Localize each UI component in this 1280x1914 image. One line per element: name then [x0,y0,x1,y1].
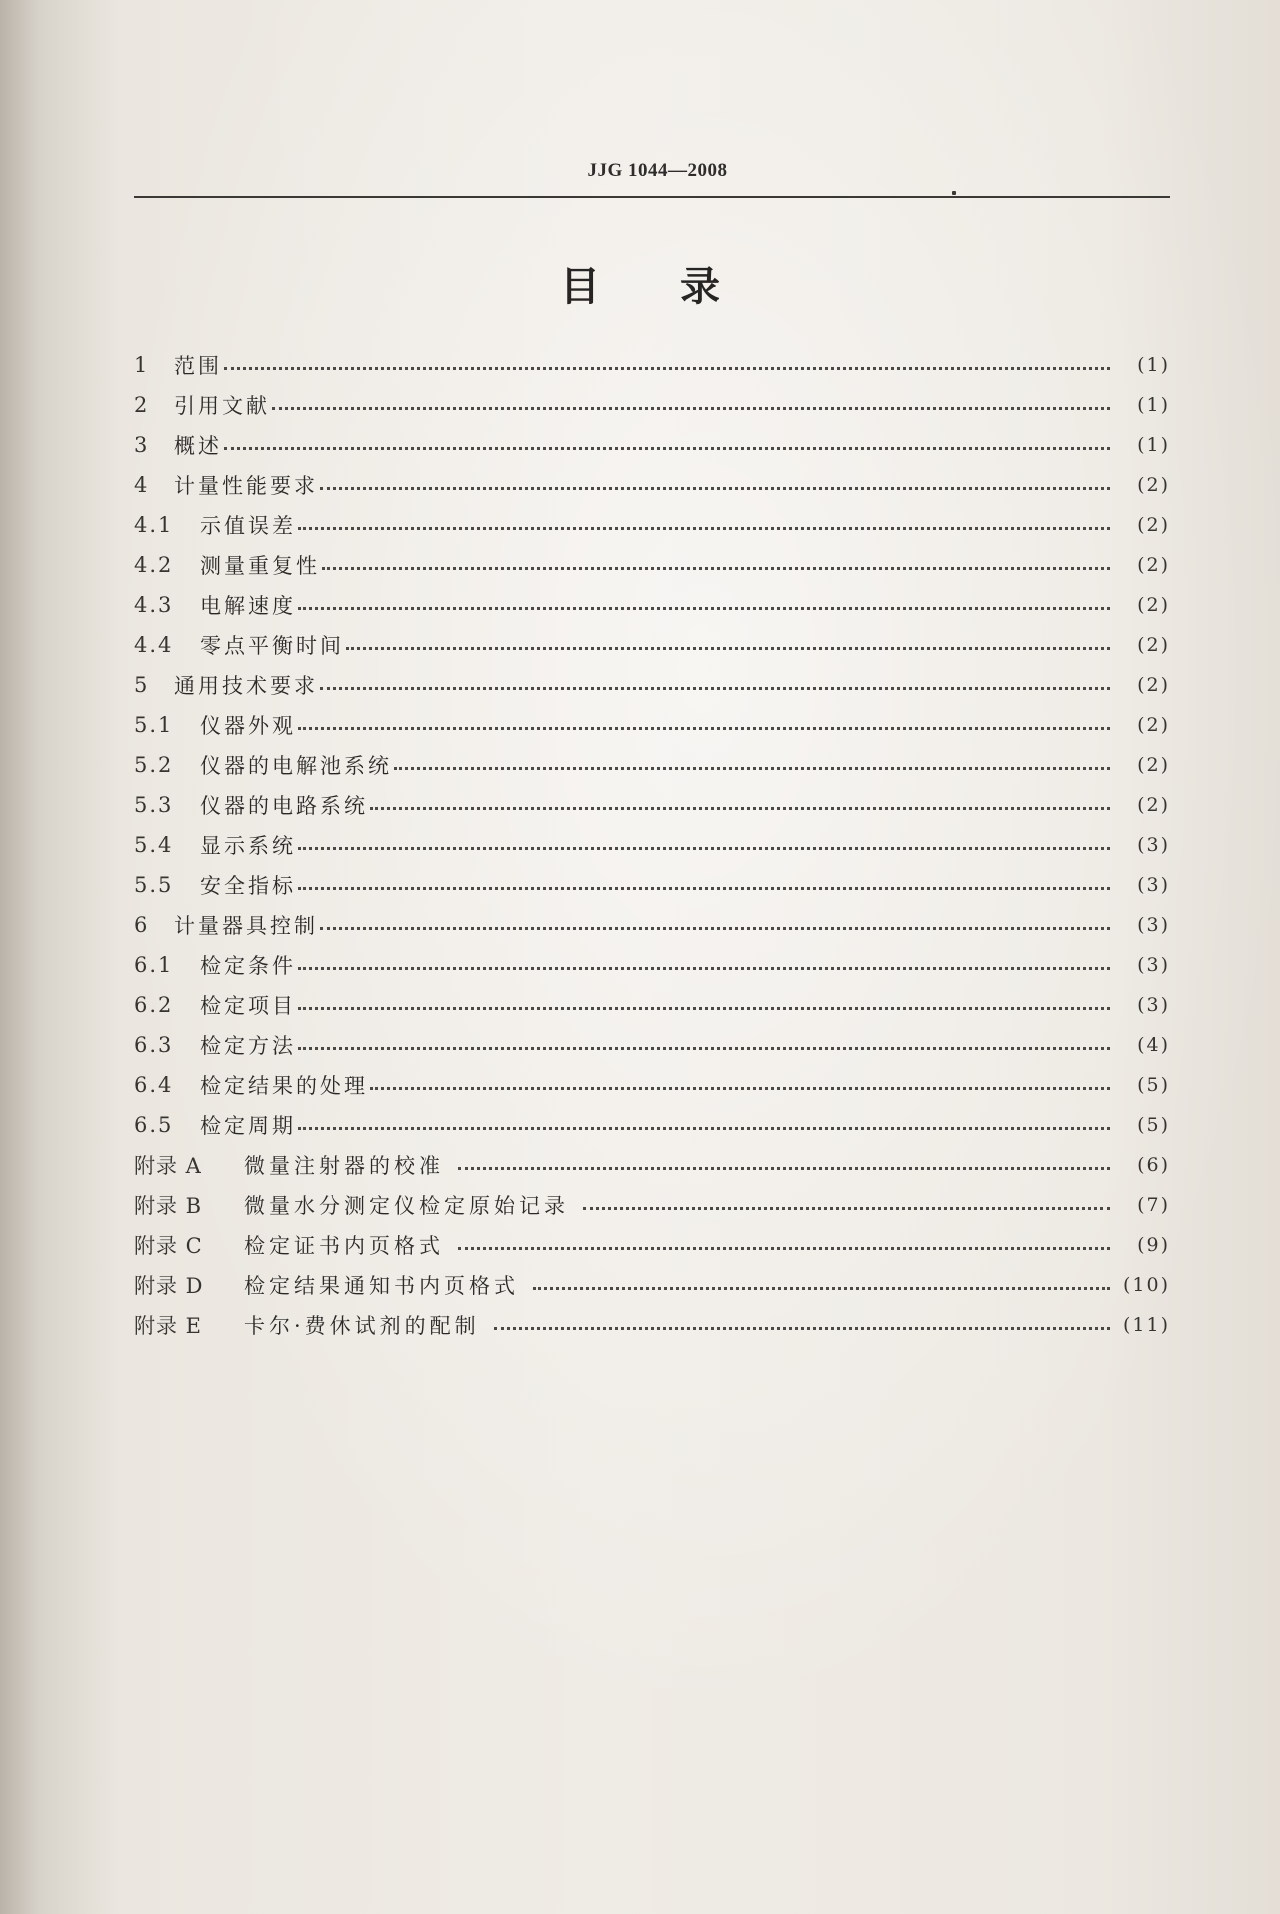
toc-entry-label: 引用文献 [174,394,270,418]
toc-entry [134,705,1170,745]
toc-entry-number: 6.2 [134,993,174,1017]
toc-entry [134,945,1170,985]
toc-entry-page: (2) [1137,594,1170,616]
toc-dot-leader [272,407,1110,410]
toc-entry-number: 6.1 [134,953,174,977]
toc-dot-leader [533,1287,1110,1290]
toc-entry-number: 附录 B [134,1194,203,1218]
toc-entry-page: (1) [1137,434,1170,456]
toc-entry-number: 附录 A [134,1154,202,1178]
document-code: JJG 1044—2008 [587,160,728,181]
toc-entry [134,545,1170,585]
toc-entry-label: 仪器外观 [200,714,296,738]
toc-entry [134,1145,1170,1185]
toc-entry-label: 检定结果通知书内页格式 [244,1274,519,1298]
header-rule-mark [952,191,956,195]
toc-entry [134,1185,1170,1225]
toc-entry-number: 5 [134,673,150,697]
toc-entry [134,1265,1170,1305]
toc-dot-leader [370,807,1110,810]
toc-entry-number: 5.5 [134,873,174,897]
toc-entry-label: 范围 [174,354,222,378]
toc-entry [134,1105,1170,1145]
toc-entry-page: (3) [1137,914,1170,936]
toc-entry [134,1025,1170,1065]
toc-entry-label: 检定项目 [200,994,296,1018]
toc-dot-leader [494,1327,1110,1330]
toc-entry-label: 检定结果的处理 [200,1074,368,1098]
toc-dot-leader [322,567,1110,570]
toc-entry-label: 通用技术要求 [174,674,318,698]
toc-entry-label: 微量水分测定仪检定原始记录 [244,1194,569,1218]
toc-entry-number: 附录 C [134,1234,203,1258]
toc-entry [134,625,1170,665]
toc-entry-number: 6.4 [134,1073,174,1097]
toc-entry-label: 测量重复性 [200,554,320,578]
toc-entry-label: 显示系统 [200,834,296,858]
toc-dot-leader [298,607,1110,610]
toc-entry-page: (2) [1137,554,1170,576]
toc-entry-page: (10) [1122,1274,1170,1296]
toc-entry [134,345,1170,385]
toc-entry-label: 概述 [174,434,222,458]
toc-entry-page: (7) [1137,1194,1170,1216]
toc-dot-leader [298,1007,1110,1010]
toc-entry-number: 6 [134,913,150,937]
toc-entry-number: 2 [134,393,150,417]
toc-entry-page: (5) [1137,1114,1170,1136]
toc-entry [134,985,1170,1025]
toc-entry [134,785,1170,825]
toc-entry [134,1305,1170,1345]
toc-entry-label: 示值误差 [200,514,296,538]
toc-entry-label: 卡尔·费休试剂的配制 [244,1314,480,1338]
toc-entry-label: 安全指标 [200,874,296,898]
toc-entry-number: 4.3 [134,593,174,617]
toc-entry-label: 检定证书内页格式 [244,1234,444,1258]
toc-entry-label: 检定周期 [200,1114,296,1138]
toc-dot-leader [346,647,1110,650]
toc-entry-label: 微量注射器的校准 [244,1154,444,1178]
toc-entry-label: 仪器的电路系统 [200,794,368,818]
toc-entry-number: 5.4 [134,833,174,857]
toc-entry-page: (2) [1137,514,1170,536]
toc-dot-leader [320,687,1110,690]
toc-dot-leader [458,1247,1110,1250]
toc-entry-label: 零点平衡时间 [200,634,344,658]
toc-entry [134,385,1170,425]
header-rule [134,196,1170,198]
toc-dot-leader [298,1047,1110,1050]
toc-entry-number: 4 [134,473,150,497]
toc-dot-leader [298,887,1110,890]
toc-entry-number: 4.4 [134,633,174,657]
toc-dot-leader [298,847,1110,850]
toc-entry-page: (2) [1137,754,1170,776]
toc-entry [134,505,1170,545]
toc-entry [134,1065,1170,1105]
toc-entry [134,865,1170,905]
toc-entry-number: 6.5 [134,1113,174,1137]
toc-entry [134,665,1170,705]
toc-entry [134,905,1170,945]
toc-entry [134,465,1170,505]
toc-entry-number: 5.2 [134,753,174,777]
table-of-contents [134,345,1170,1345]
toc-entry-label: 检定条件 [200,954,296,978]
toc-entry-page: (11) [1122,1314,1170,1336]
toc-entry-page: (3) [1137,834,1170,856]
toc-entry-page: (1) [1137,394,1170,416]
toc-entry-page: (3) [1137,874,1170,896]
toc-dot-leader [224,367,1110,370]
toc-entry-page: (2) [1137,634,1170,656]
toc-entry-label: 检定方法 [200,1034,296,1058]
toc-entry-page: (6) [1137,1154,1170,1176]
toc-dot-leader [320,927,1110,930]
toc-entry [134,425,1170,465]
toc-entry-label: 仪器的电解池系统 [200,754,392,778]
toc-entry-number: 4.2 [134,553,174,577]
toc-entry-page: (2) [1137,674,1170,696]
toc-entry-label: 电解速度 [200,594,296,618]
toc-entry-page: (2) [1137,474,1170,496]
toc-entry-page: (2) [1137,794,1170,816]
toc-entry-number: 1 [134,353,150,377]
toc-entry-number: 5.3 [134,793,174,817]
toc-dot-leader [370,1087,1110,1090]
toc-dot-leader [320,487,1110,490]
toc-entry-page: (3) [1137,954,1170,976]
toc-dot-leader [298,967,1110,970]
toc-entry [134,1225,1170,1265]
toc-dot-leader [583,1207,1110,1210]
toc-dot-leader [298,1127,1110,1130]
toc-entry-number: 附录 E [134,1314,203,1338]
toc-entry-number: 附录 D [134,1274,204,1298]
toc-entry-page: (1) [1137,354,1170,376]
toc-entry-label: 计量器具控制 [174,914,318,938]
toc-entry [134,745,1170,785]
toc-entry [134,585,1170,625]
toc-entry-number: 3 [134,433,150,457]
toc-entry-number: 6.3 [134,1033,174,1057]
toc-entry-label: 计量性能要求 [174,474,318,498]
toc-entry-page: (9) [1137,1234,1170,1256]
toc-dot-leader [298,727,1110,730]
toc-title: 目录 [560,264,800,310]
toc-entry-page: (2) [1137,714,1170,736]
toc-dot-leader [458,1167,1110,1170]
toc-dot-leader [224,447,1110,450]
toc-entry-page: (3) [1137,994,1170,1016]
toc-entry-number: 5.1 [134,713,174,737]
toc-entry-page: (4) [1137,1034,1170,1056]
toc-entry [134,825,1170,865]
toc-dot-leader [298,527,1110,530]
toc-dot-leader [394,767,1110,770]
toc-entry-page: (5) [1137,1074,1170,1096]
toc-entry-number: 4.1 [134,513,174,537]
